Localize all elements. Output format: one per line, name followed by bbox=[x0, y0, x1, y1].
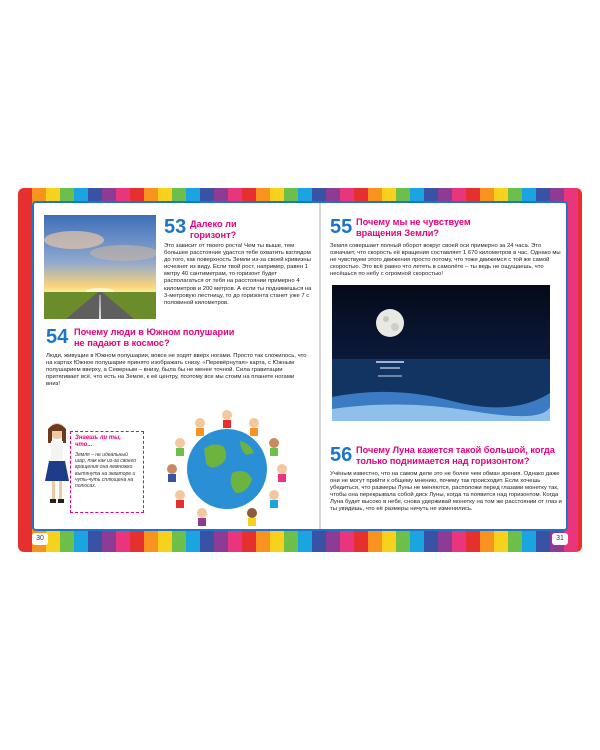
q55-number: 55 bbox=[330, 216, 353, 238]
page-number-right: 31 bbox=[552, 533, 568, 545]
q56-number: 56 bbox=[330, 444, 353, 466]
did-you-know-text: Земля – не идеальный шар, так как из-за своего вращения она немножко вытянута на экваторе и чуть-чуть сплющена на полюсах. bbox=[75, 452, 136, 490]
girl-illustration bbox=[42, 419, 72, 509]
q53-text: Это зависит от твоего роста! Чем ты выше, тем большее расстояние удастся тебе охватить взглядом до того, как поверхность Земли из-за своей кривизны исчезнет из виду. Если твой рост, например, равен 1 метру 40 сантиметрам, то горизонт будет располагаться от тебя на расстоянии примерно 4 километров и 200 метров. А если ты поднимешься на 3-метровую лестницу, то до горизонта станет уже 7 с половиной километров. bbox=[164, 243, 312, 306]
book-spread bbox=[18, 188, 582, 552]
q54-number: 54 bbox=[46, 326, 69, 348]
page-number-left: 30 bbox=[32, 533, 48, 545]
q56-text: Учёным известно, что на самом деле это не более чем обман зрения. Однако даже они не могут прийти к общему мнению, почему так происходит. Если хочешь убедиться, что размеры Луны не меняются, расположи перед глазами монетку так, чтобы она перекрывала собой диск Луны, когда та появится над горизонтом. Когда Луна будет высоко в небе, снова удерживай монетку на том же расстоянии от глаз и ты увидишь, что её размеры ничуть не изменились. bbox=[330, 471, 562, 513]
q56-title: Почему Луна кажется такой большой, когда только поднимается над горизонтом? bbox=[356, 445, 555, 466]
q54-title: Почему люди в Южном полушарии не падают в космос? bbox=[74, 327, 235, 348]
q55-text: Земля совершает полный оборот вокруг своей оси примерно за 24 часа. Это означает, что скорость её вращения составляет 1 670 километров в час. Однако мы не чувствуем этого движения просто потому, что тоже движемся с той же самой скоростью. Это всё равно что лететь в самолёте – ты ведь не ощущаешь, что несёшься по небу с огромной скоростью! bbox=[330, 243, 561, 278]
page-area bbox=[32, 201, 568, 531]
q54-text: Люди, живущие в Южном полушарии, вовсе не ходят вверх ногами. Просто так сложилось, что на картах Южное полушарие принято изображать снизу. «Перевёрнутая» карта, с Южным полушарием вверху, а Северным – внизу, была бы не менее точной. Сила гравитации притягивает всё, что есть на Земле, к её центру, поэтому все мы стоим на планете ногами вниз! bbox=[46, 353, 307, 388]
moon-over-sea-image bbox=[332, 285, 550, 421]
did-you-know-note bbox=[70, 431, 144, 513]
did-you-know-title: Знаешь ли ты, что... bbox=[75, 435, 121, 448]
sunset-road-image bbox=[44, 215, 156, 319]
globe-children-illustration bbox=[152, 401, 302, 529]
q53-number: 53 bbox=[164, 216, 187, 238]
q53-title: Далеко ли горизонт? bbox=[190, 219, 237, 240]
q55-title: Почему мы не чувствуем вращения Земли? bbox=[356, 217, 471, 238]
page-gutter bbox=[319, 203, 321, 529]
